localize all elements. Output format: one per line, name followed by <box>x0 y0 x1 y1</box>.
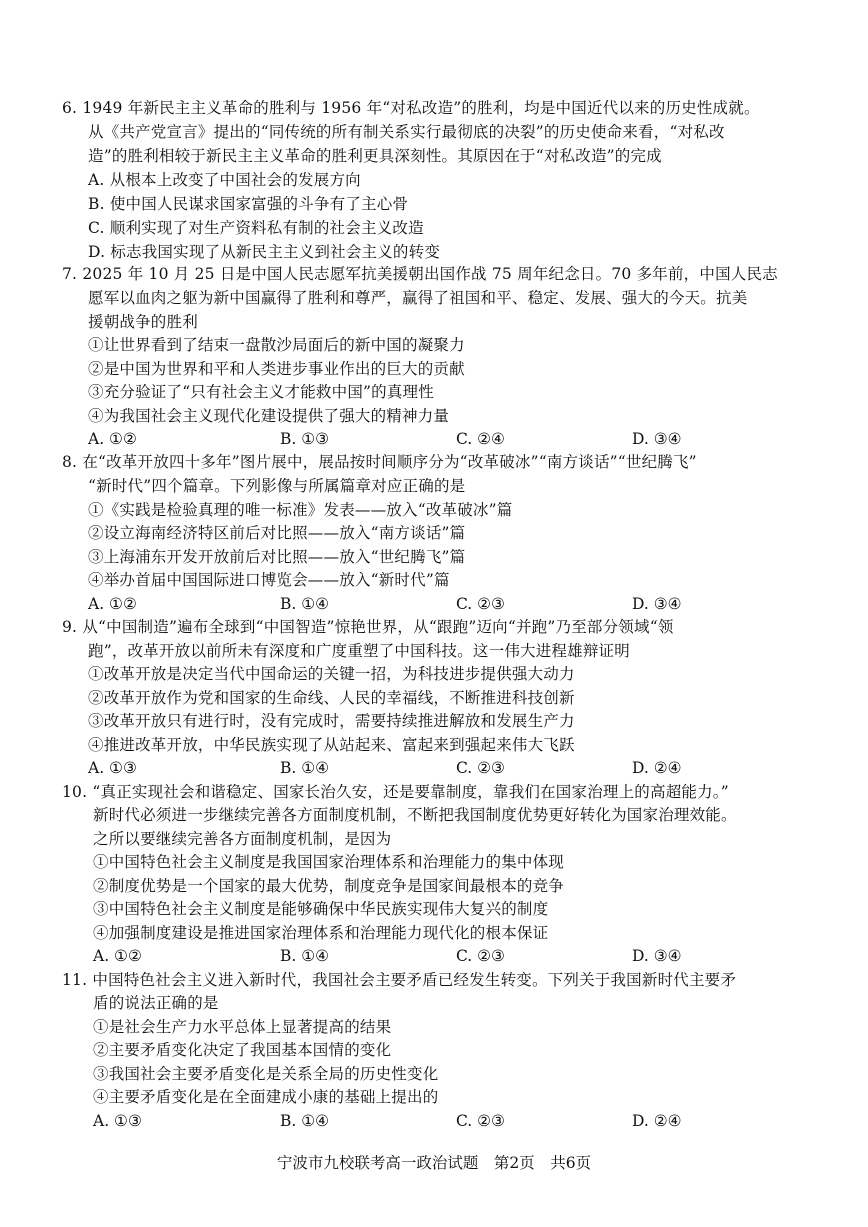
question-stem-line: 跑”，改革开放以前所未有深度和广度重塑了中国科技。这一伟大进程雄辩证明 <box>88 642 630 660</box>
statement-item: ③改革开放只有进行时，没有完成时，需要持续推进解放和发展生产力 <box>88 712 575 730</box>
question-stem-line: 8. 在“改革开放四十多年”图片展中，展品按时间顺序分为“改革破冰”“南方谈话”“世纪腾飞” <box>62 453 697 471</box>
statement-item: ③上海浦东开发开放前后对比照——放入“世纪腾飞”篇 <box>88 548 466 566</box>
choice-b: B. ①④ <box>280 1112 330 1130</box>
choice-d: D. ③④ <box>632 595 682 613</box>
option-c: C. 顺利实现了对生产资料私有制的社会主义改造 <box>88 219 424 237</box>
statement-item: ③中国特色社会主义制度是能够确保中华民族实现伟大复兴的制度 <box>93 900 549 918</box>
statement-item: ②设立海南经济特区前后对比照——放入“南方谈话”篇 <box>88 524 466 542</box>
question-stem-line: 7. 2025 年 10 月 25 日是中国人民志愿军抗美援朝出国作战 75 周年纪念日。70 多年前，中国人民志 <box>62 265 778 283</box>
statement-item: ②制度优势是一个国家的最大优势，制度竞争是国家间最根本的竞争 <box>93 877 565 895</box>
statement-item: ②主要矛盾变化决定了我国基本国情的变化 <box>93 1041 392 1059</box>
choice-c: C. ②③ <box>456 759 505 777</box>
choice-row <box>0 594 868 614</box>
choice-c: C. ②③ <box>456 595 505 613</box>
option-d: D. 标志我国实现了从新民主主义到社会主义的转变 <box>88 243 441 261</box>
question-stem-line: 9. 从“中国制造”遍布全球到“中国智造”惊艳世界，从“跟跑”迈向“并跑”乃至部分领域“领 <box>62 618 674 636</box>
statement-item: ①《实践是检验真理的唯一标准》发表——放入“改革破冰”篇 <box>88 501 513 519</box>
statement-item: ②改革开放作为党和国家的生命线、人民的幸福线，不断推进科技创新 <box>88 689 575 707</box>
statement-item: ①让世界看到了结束一盘散沙局面后的新中国的凝聚力 <box>88 336 465 354</box>
choice-c: C. ②③ <box>456 1112 505 1130</box>
statement-item: ②是中国为世界和平和人类进步事业作出的巨大的贡献 <box>88 360 465 378</box>
choice-row <box>0 758 868 778</box>
statement-item: ④推进改革开放，中华民族实现了从站起来、富起来到强起来伟大飞跃 <box>88 736 575 754</box>
choice-row <box>0 1111 868 1131</box>
choice-b: B. ①④ <box>280 595 330 613</box>
question-stem-line: 援朝战争的胜利 <box>88 313 198 331</box>
question-stem-line: 6. 1949 年新民主主义革命的胜利与 1956 年“对私改造”的胜利，均是中国近代以来的历史性成就。 <box>62 99 760 117</box>
option-b: B. 使中国人民谋求国家富强的斗争有了主心骨 <box>88 195 409 213</box>
choice-a: A. ①② <box>93 947 142 965</box>
choice-d: D. ③④ <box>632 430 682 448</box>
question-stem-line: 造”的胜利相较于新民主主义革命的胜利更具深刻性。其原因在于“对私改造”的完成 <box>88 147 662 165</box>
option-a: A. 从根本上改变了中国社会的发展方向 <box>88 171 361 189</box>
statement-item: ①是社会生产力水平总体上显著提高的结果 <box>93 1018 392 1036</box>
page-footer: 宁波市九校联考高一政治试题 第2页 共6页 <box>276 1154 592 1172</box>
question-stem-line: “新时代”四个篇章。下列影像与所属篇章对应正确的是 <box>88 477 466 495</box>
choice-b: B. ①③ <box>280 430 330 448</box>
statement-item: ④举办首届中国国际进口博览会——放入“新时代”篇 <box>88 571 450 589</box>
choice-c: C. ②③ <box>456 947 505 965</box>
choice-row <box>0 946 868 966</box>
choice-c: C. ②④ <box>456 430 505 448</box>
choice-d: D. ③④ <box>632 947 682 965</box>
question-stem-line: 盾的说法正确的是 <box>93 994 219 1012</box>
statement-item: ①中国特色社会主义制度是我国国家治理体系和治理能力的集中体现 <box>93 853 565 871</box>
statement-item: ③我国社会主要矛盾变化是关系全局的历史性变化 <box>93 1065 439 1083</box>
statement-item: ③充分验证了“只有社会主义才能救中国”的真理性 <box>88 383 434 401</box>
choice-d: D. ②④ <box>632 1112 682 1130</box>
question-stem-line: 愿军以血肉之躯为新中国赢得了胜利和尊严，赢得了祖国和平、稳定、发展、强大的今天。抗美 <box>88 289 748 307</box>
statement-item: ①改革开放是决定当代中国命运的关键一招，为科技进步提供强大动力 <box>88 665 575 683</box>
choice-row <box>0 429 868 449</box>
question-stem-line: 之所以要继续完善各方面制度机制，是因为 <box>93 830 392 848</box>
choice-d: D. ②④ <box>632 759 682 777</box>
question-stem-line: 从《共产党宣言》提出的“同传统的所有制关系实行最彻底的决裂”的历史使命来看，“对私改 <box>88 123 725 141</box>
question-stem-line: 新时代必须进一步继续完善各方面制度机制，不断把我国制度优势更好转化为国家治理效能。 <box>93 806 737 824</box>
choice-a: A. ①③ <box>88 759 137 777</box>
question-stem-line: 11. 中国特色社会主义进入新时代，我国社会主要矛盾已经发生转变。下列关于我国新时代主要矛 <box>62 971 737 989</box>
statement-item: ④加强制度建设是推进国家治理体系和治理能力现代化的根本保证 <box>93 924 549 942</box>
choice-b: B. ①④ <box>280 759 330 777</box>
choice-a: A. ①② <box>88 430 137 448</box>
choice-a: A. ①② <box>88 595 137 613</box>
statement-item: ④为我国社会主义现代化建设提供了强大的精神力量 <box>88 407 450 425</box>
choice-b: B. ①④ <box>280 947 330 965</box>
statement-item: ④主要矛盾变化是在全面建成小康的基础上提出的 <box>93 1088 439 1106</box>
choice-a: A. ①③ <box>93 1112 142 1130</box>
question-stem-line: 10. “真正实现社会和谐稳定、国家长治久安，还是要靠制度，靠我们在国家治理上的高超能力。” <box>62 783 729 801</box>
